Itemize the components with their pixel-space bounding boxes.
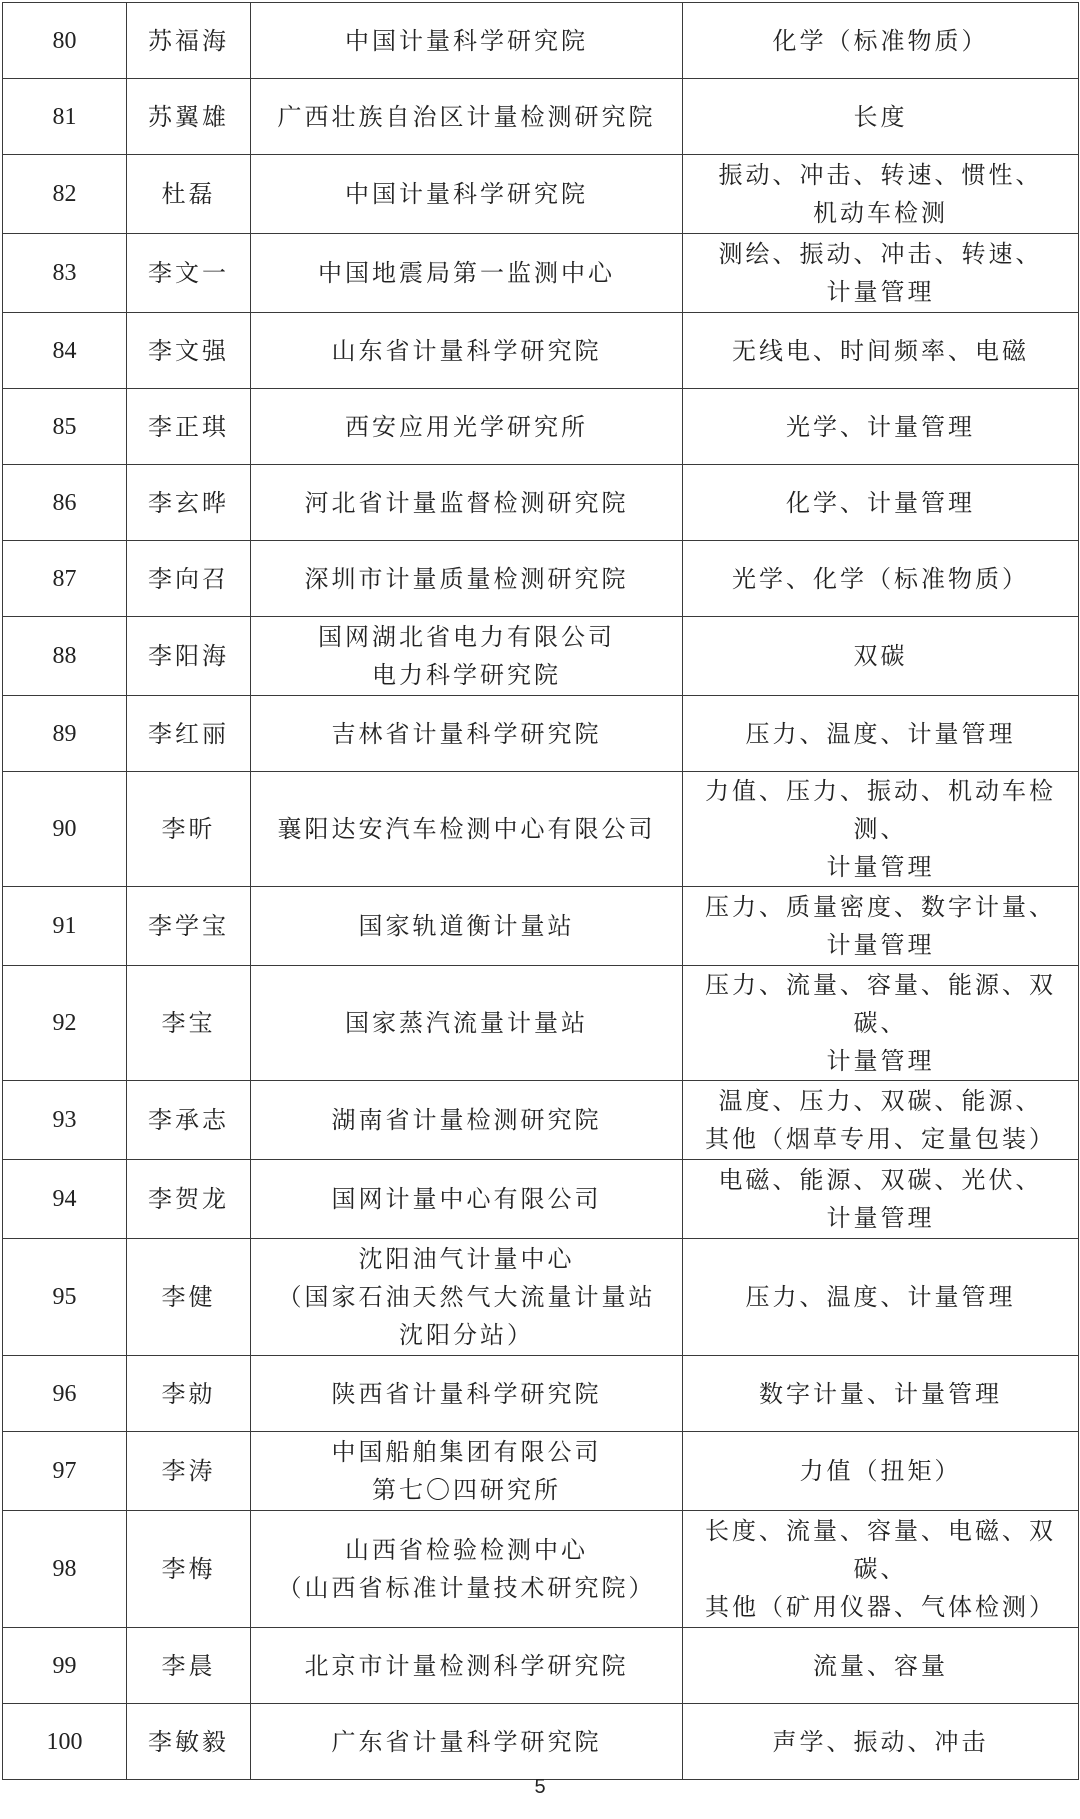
table-row [3,1511,1079,1628]
organization-line: 中国计量科学研究院 [345,180,588,208]
table-row [3,1628,1079,1704]
specialty-cell [683,1356,1079,1432]
expert-table-body [3,3,1079,1780]
table-row [3,772,1079,887]
organization-cell [251,541,683,617]
organization-line: 中国地震局第一监测中心 [318,259,615,287]
organization-line: 广东省计量科学研究院 [331,1727,602,1756]
organization-cell [251,1432,683,1511]
specialty-cell [683,617,1079,696]
specialty-line: 振动、冲击、转速、惯性、 [718,161,1043,189]
serial-number-cell: 99 [3,1628,127,1704]
table-row [3,234,1079,313]
specialty-line: 压力、质量密度、数字计量、 [705,893,1056,921]
specialty-line: 机动车检测 [813,199,948,227]
name-cell: 李向召 [127,541,251,617]
organization-cell [251,772,683,887]
organization-line: 中国计量科学研究院 [345,26,588,55]
serial-number-cell: 92 [3,966,127,1081]
specialty-line: 无线电、时间频率、电磁 [732,336,1029,365]
organization-cell [251,155,683,234]
serial-number-cell: 88 [3,617,127,696]
organization-line: 广西壮族自治区计量检测研究院 [277,102,656,131]
specialty-line: 计量管理 [826,931,935,959]
specialty-line: 长度 [853,102,908,131]
serial-number-cell: 95 [3,1239,127,1356]
specialty-line: 温度、压力、双碳、能源、 [718,1087,1043,1115]
organization-line: 北京市计量检测科学研究院 [304,1651,629,1680]
specialty-line: 光学、化学（标准物质） [732,564,1029,593]
specialty-cell [683,1432,1079,1511]
serial-number-cell: 80 [3,3,127,79]
name-cell: 李文一 [127,234,251,313]
organization-cell [251,389,683,465]
organization-cell [251,3,683,79]
organization-cell [251,1628,683,1704]
name-cell: 李阳海 [127,617,251,696]
table-row [3,1704,1079,1780]
table-row [3,1081,1079,1160]
specialty-cell [683,155,1079,234]
serial-number-cell: 96 [3,1356,127,1432]
name-cell: 李玄晔 [127,465,251,541]
name-cell: 李昕 [127,772,251,887]
organization-cell [251,617,683,696]
table-row [3,1239,1079,1356]
organization-cell [251,966,683,1081]
specialty-line: 计量管理 [826,1204,935,1232]
organization-line: 河北省计量监督检测研究院 [304,488,629,517]
table-row [3,389,1079,465]
organization-line: 电力科学研究院 [372,661,561,689]
name-cell: 李健 [127,1239,251,1356]
specialty-line: 力值（扭矩） [799,1457,962,1485]
expert-table [2,2,1079,1780]
table-row [3,465,1079,541]
name-cell: 李贺龙 [127,1160,251,1239]
name-cell: 李晨 [127,1628,251,1704]
table-row [3,313,1079,389]
organization-cell [251,1704,683,1780]
specialty-line: 长度、流量、容量、电磁、双碳、 [705,1517,1056,1583]
serial-number-cell: 84 [3,313,127,389]
serial-number-cell: 87 [3,541,127,617]
table-row [3,155,1079,234]
serial-number-cell: 90 [3,772,127,887]
organization-line: 山西省检验检测中心 [345,1536,588,1564]
serial-number-cell: 97 [3,1432,127,1511]
specialty-line: 化学、计量管理 [786,488,975,517]
specialty-cell [683,465,1079,541]
specialty-line: 其他（矿用仪器、气体检测） [705,1593,1056,1621]
organization-line: 沈阳分站） [399,1321,534,1349]
table-row [3,541,1079,617]
serial-number-cell: 91 [3,887,127,966]
name-cell: 李宝 [127,966,251,1081]
specialty-line: 压力、温度、计量管理 [745,719,1016,748]
table-row [3,617,1079,696]
specialty-cell [683,3,1079,79]
name-cell: 李红丽 [127,696,251,772]
organization-cell [251,1511,683,1628]
organization-line: 国网湖北省电力有限公司 [318,623,615,651]
organization-line: （国家石油天然气大流量计量站 [277,1283,656,1311]
specialty-cell [683,313,1079,389]
specialty-cell [683,1511,1079,1628]
table-row [3,1432,1079,1511]
organization-line: 国网计量中心有限公司 [331,1185,602,1213]
specialty-line: 计量管理 [826,1047,935,1075]
table-row [3,696,1079,772]
table-row [3,966,1079,1081]
organization-line: （山西省标准计量技术研究院） [277,1574,656,1602]
specialty-line: 双碳 [853,642,908,670]
name-cell: 杜磊 [127,155,251,234]
specialty-cell [683,887,1079,966]
specialty-line: 力值、压力、振动、机动车检测、 [705,777,1056,843]
name-cell: 苏翼雄 [127,79,251,155]
name-cell: 李正琪 [127,389,251,465]
specialty-cell [683,966,1079,1081]
specialty-cell [683,1704,1079,1780]
name-cell: 李文强 [127,313,251,389]
serial-number-cell: 86 [3,465,127,541]
organization-cell [251,465,683,541]
name-cell: 李勍 [127,1356,251,1432]
organization-line: 深圳市计量质量检测研究院 [304,564,629,593]
specialty-line: 化学（标准物质） [772,26,989,55]
name-cell: 李学宝 [127,887,251,966]
organization-cell [251,79,683,155]
specialty-line: 流量、容量 [813,1651,948,1680]
specialty-line: 压力、流量、容量、能源、双碳、 [705,971,1056,1037]
name-cell: 李涛 [127,1432,251,1511]
organization-cell [251,887,683,966]
specialty-cell [683,234,1079,313]
organization-cell [251,234,683,313]
specialty-line: 计量管理 [826,853,935,881]
table-row [3,887,1079,966]
specialty-line: 数字计量、计量管理 [759,1379,1002,1408]
specialty-cell [683,1081,1079,1160]
specialty-line: 电磁、能源、双碳、光伏、 [718,1166,1043,1194]
serial-number-cell: 94 [3,1160,127,1239]
specialty-cell [683,1628,1079,1704]
organization-cell [251,1081,683,1160]
organization-line: 第七〇四研究所 [372,1476,561,1504]
specialty-cell [683,696,1079,772]
specialty-cell [683,1160,1079,1239]
name-cell: 李梅 [127,1511,251,1628]
organization-cell [251,696,683,772]
name-cell: 苏福海 [127,3,251,79]
serial-number-cell: 83 [3,234,127,313]
serial-number-cell: 93 [3,1081,127,1160]
organization-line: 沈阳油气计量中心 [358,1245,575,1273]
specialty-cell [683,772,1079,887]
specialty-cell [683,389,1079,465]
serial-number-cell: 81 [3,79,127,155]
organization-line: 陕西省计量科学研究院 [331,1379,602,1408]
organization-line: 襄阳达安汽车检测中心有限公司 [277,815,656,843]
organization-cell [251,1239,683,1356]
serial-number-cell: 82 [3,155,127,234]
specialty-line: 测绘、振动、冲击、转速、 [718,240,1043,268]
serial-number-cell: 100 [3,1704,127,1780]
organization-line: 吉林省计量科学研究院 [331,719,602,748]
table-row [3,3,1079,79]
name-cell: 李承志 [127,1081,251,1160]
organization-line: 中国船舶集团有限公司 [331,1438,602,1466]
specialty-line: 计量管理 [826,278,935,306]
table-row [3,1356,1079,1432]
serial-number-cell: 89 [3,696,127,772]
organization-line: 湖南省计量检测研究院 [331,1106,602,1134]
page-number: 5 [534,1776,546,1798]
specialty-line: 光学、计量管理 [786,412,975,441]
specialty-line: 压力、温度、计量管理 [745,1283,1016,1311]
specialty-cell [683,79,1079,155]
organization-line: 山东省计量科学研究院 [331,336,602,365]
organization-line: 西安应用光学研究所 [345,412,588,441]
organization-line: 国家蒸汽流量计量站 [345,1009,588,1037]
serial-number-cell: 85 [3,389,127,465]
specialty-cell [683,541,1079,617]
organization-line: 国家轨道衡计量站 [358,912,575,940]
specialty-line: 其他（烟草专用、定量包装） [705,1125,1056,1153]
serial-number-cell: 98 [3,1511,127,1628]
organization-cell [251,1160,683,1239]
table-row [3,1160,1079,1239]
organization-cell [251,1356,683,1432]
name-cell: 李敏毅 [127,1704,251,1780]
organization-cell [251,313,683,389]
specialty-cell [683,1239,1079,1356]
table-row [3,79,1079,155]
specialty-line: 声学、振动、冲击 [772,1727,989,1756]
